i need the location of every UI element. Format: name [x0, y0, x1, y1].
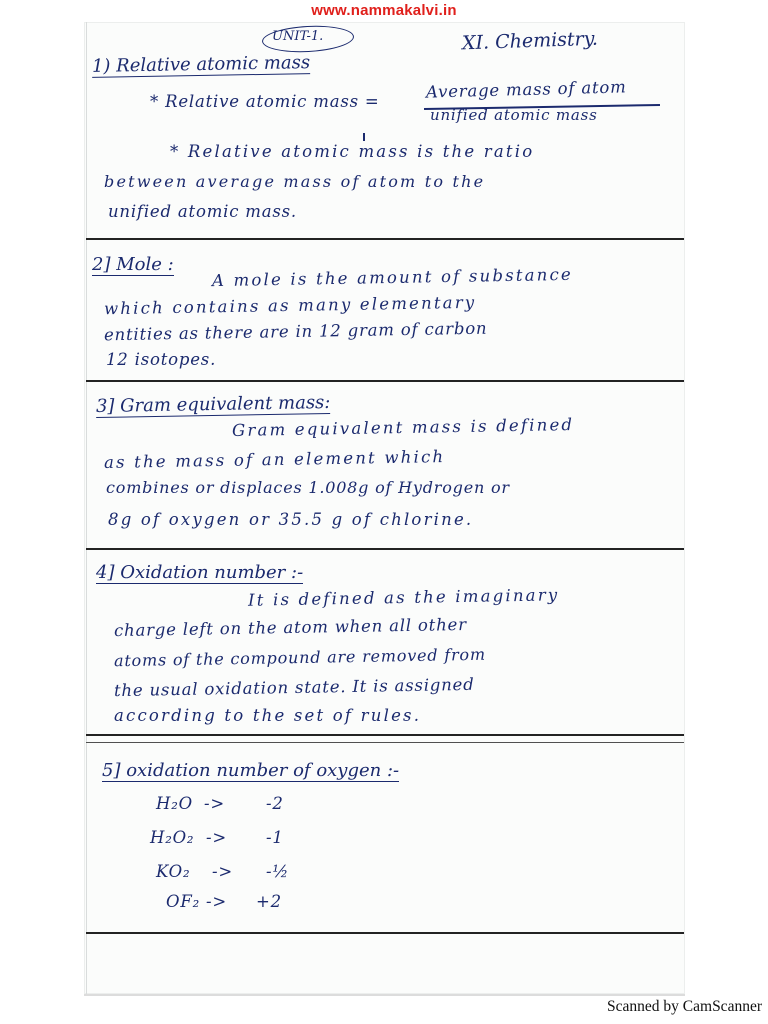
- section-4-line-5: according to the set of rules.: [114, 706, 422, 725]
- compound-row-2-formula: H₂O₂: [150, 828, 195, 847]
- compound-row-3-value: -½: [266, 862, 290, 881]
- section-divider-3: [86, 548, 684, 550]
- section-5-heading: 5] oxidation number of oxygen :-: [102, 760, 400, 781]
- section-1-line-3: between average mass of atom to the: [104, 172, 486, 191]
- section-divider-2: [86, 380, 684, 382]
- section-1-numerator: Average mass of atom: [425, 77, 627, 102]
- section-1-line-4: unified atomic mass.: [108, 202, 297, 221]
- section-1-line-1: * Relative atomic mass =: [150, 92, 380, 111]
- section-4-line-3: atoms of the compound are removed from: [113, 644, 486, 671]
- section-2-heading: 2] Mole :: [92, 254, 174, 275]
- section-4-line-2: charge left on the atom when all other: [113, 614, 467, 641]
- compound-row-2-arrow: ->: [206, 828, 228, 847]
- section-divider-5: [86, 932, 684, 934]
- unit-label: UNIT-1.: [272, 29, 324, 44]
- compound-row-4-value: +2: [256, 892, 282, 911]
- compound-row-2-value: -1: [266, 828, 284, 847]
- notebook-page: [84, 22, 685, 994]
- section-1-denominator: unified atomic mass: [430, 106, 598, 124]
- scanner-watermark: Scanned by CamScanner: [607, 998, 762, 1015]
- section-1-line-2: * Relative atomic mass is the ratio: [170, 142, 535, 161]
- section-4-heading: 4] Oxidation number :-: [96, 562, 304, 583]
- compound-row-1-value: -2: [266, 794, 284, 813]
- section-divider-4a: [86, 734, 684, 736]
- section-3-line-3: combines or displaces 1.008g of Hydrogen or: [106, 478, 510, 497]
- section-divider-1: [86, 238, 684, 240]
- section-3-heading: 3] Gram equivalent mass:: [95, 391, 331, 418]
- section-2-line-1: A mole is the amount of substance: [211, 264, 574, 291]
- page-bottom-edge: [84, 994, 685, 996]
- section-3-line-1: Gram equivalent mass is defined: [231, 415, 575, 440]
- compound-row-4-arrow: ->: [206, 892, 228, 911]
- compound-row-1-arrow: ->: [204, 794, 226, 813]
- section-1-heading: 1) Relative atomic mass: [91, 52, 311, 77]
- compound-row-3-formula: KO₂: [156, 862, 191, 881]
- site-url: www.nammakalvi.in: [311, 2, 457, 19]
- subject-title: XI. Chemistry.: [461, 27, 599, 55]
- section-2-line-4: 12 isotopes.: [106, 350, 217, 369]
- compound-row-3-arrow: ->: [212, 862, 234, 881]
- section-2-line-2: which contains as many elementary: [103, 292, 477, 319]
- section-divider-4b: [86, 742, 684, 743]
- section-2-line-3: entities as there are in 12 gram of carbon: [103, 318, 488, 345]
- margin-line: [86, 22, 87, 994]
- section-4-line-1: It is defined as the imaginary: [247, 585, 560, 610]
- section-3-line-2: as the mass of an element which: [103, 447, 446, 472]
- compound-row-4-formula: OF₂: [166, 892, 200, 911]
- section-3-line-4: 8g of oxygen or 35.5 g of chlorine.: [108, 510, 474, 529]
- compound-row-1-formula: H₂O: [156, 794, 193, 813]
- section-4-line-4: the usual oxidation state. It is assigned: [113, 674, 475, 701]
- insertion-mark: [363, 133, 365, 141]
